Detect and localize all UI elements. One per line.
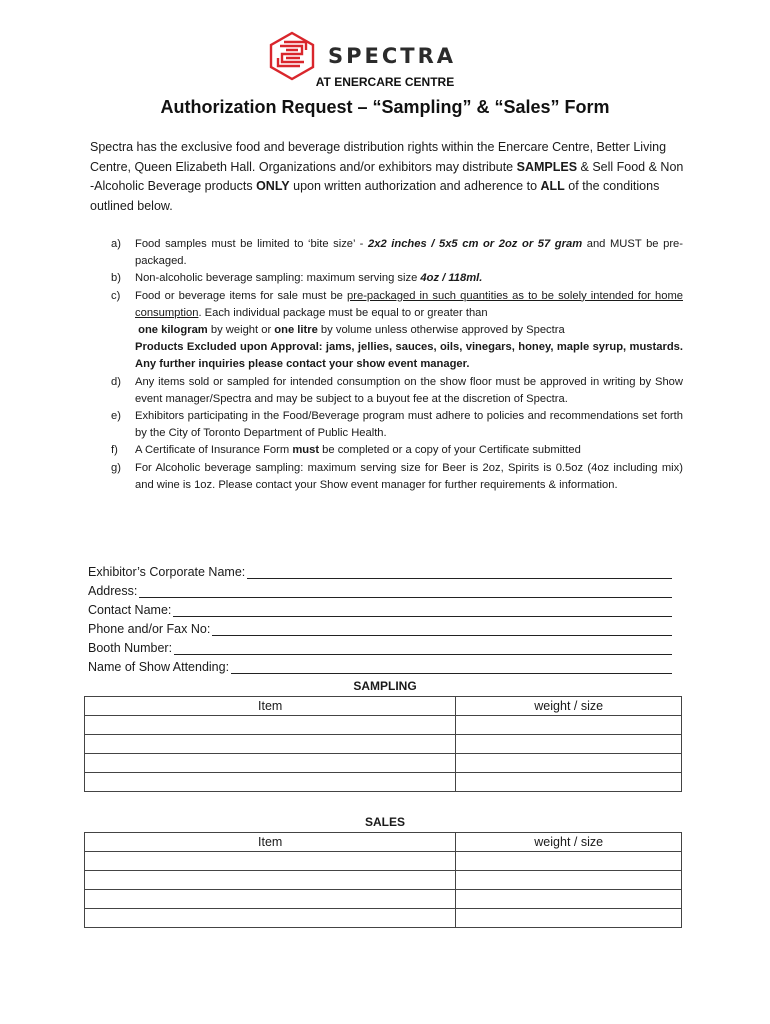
show-attending-row [88, 655, 678, 674]
condition-f: f) A Certificate of Insurance Form must be completed or a copy of your Certificate submitted [111, 444, 581, 457]
sales-item-cell[interactable] [85, 852, 456, 871]
sales-weight-cell[interactable] [456, 871, 682, 890]
exhibitor-fields [88, 560, 678, 674]
booth-number-label: Booth Number: [88, 641, 173, 655]
table-row [85, 716, 682, 735]
intro-paragraph: Spectra has the exclusive food and beverage distribution rights within the Enercare Centre, Better Living Centre, Queen Elizabeth Hall. Organizations and/or exhibitors may distribute SAMPLES & Sell Food & Non -Alcoholic Beverage products ONLY upon written authorization and adherence to ALL of the conditions outlined below. [90, 140, 684, 213]
show-attending-input[interactable] [231, 659, 672, 674]
sampling-weight-cell[interactable] [456, 773, 682, 792]
contact-name-row [88, 598, 678, 617]
sampling-weight-cell[interactable] [456, 735, 682, 754]
table-row [85, 735, 682, 754]
table-row [85, 909, 682, 928]
sampling-item-header: Item [85, 697, 456, 716]
sales-item-cell[interactable] [85, 909, 456, 928]
condition-c: c) Food or beverage items for sale must be pre-packaged in such quantities as to be solely intended for home consumption. Each individual package must be equal to or greater than one kilogram by weight or one litre by volume unless otherwise approved by Spectra Products Excluded upon Approval: jams, jellies, sauces, oils, vinegars, honey, maple syrup, mustards. Any further inquiries please contact your show event manager. [111, 289, 683, 371]
sampling-item-cell[interactable] [85, 716, 456, 735]
sampling-weight-cell[interactable] [456, 716, 682, 735]
sales-weight-cell[interactable] [456, 909, 682, 928]
sales-item-cell[interactable] [85, 871, 456, 890]
venue-subtitle: AT ENERCARE CENTRE [315, 75, 455, 89]
sales-weight-cell[interactable] [456, 852, 682, 871]
booth-number-row [88, 636, 678, 655]
brand-name: SPECTRA [328, 44, 457, 68]
sales-weight-cell[interactable] [456, 890, 682, 909]
phone-fax-row [88, 617, 678, 636]
table-row [85, 773, 682, 792]
corporate-name-input[interactable] [247, 564, 672, 579]
table-row [85, 871, 682, 890]
sales-weight-header: weight / size [456, 833, 682, 852]
condition-g: g) For Alcoholic beverage sampling: maximum serving size for Beer is 2oz, Spirits is 0.5oz (4oz including mix) and wine is 1oz. Please contact your Show event manager for further requirements & information. [111, 461, 683, 491]
table-header-row [85, 833, 682, 852]
sales-item-cell[interactable] [85, 890, 456, 909]
sampling-item-cell[interactable] [85, 754, 456, 773]
address-input[interactable] [139, 583, 672, 598]
phone-fax-label: Phone and/or Fax No: [88, 622, 211, 636]
sales-item-header: Item [85, 833, 456, 852]
page-title: Authorization Request – “Sampling” & “Sales” Form [160, 97, 610, 117]
corporate-name-row [88, 560, 678, 579]
sampling-item-cell[interactable] [85, 735, 456, 754]
table-row [85, 890, 682, 909]
sampling-weight-cell[interactable] [456, 754, 682, 773]
conditions-list [93, 236, 683, 494]
address-row [88, 579, 678, 598]
table-row [85, 754, 682, 773]
address-label: Address: [88, 584, 138, 598]
sampling-table [84, 696, 682, 792]
sampling-item-cell[interactable] [85, 773, 456, 792]
table-header-row [85, 697, 682, 716]
contact-name-label: Contact Name: [88, 603, 172, 617]
contact-name-input[interactable] [173, 602, 672, 617]
show-attending-label: Name of Show Attending: [88, 660, 230, 674]
condition-d: d) Any items sold or sampled for intended consumption on the show floor must be approved in writing by Show event manager/Spectra and may be subject to a buyout fee at the discretion of Spectra. [111, 375, 683, 405]
sampling-weight-header: weight / size [456, 697, 682, 716]
sales-table [84, 832, 682, 928]
condition-b: b) Non-alcoholic beverage sampling: maximum serving size 4oz / 118ml. [111, 272, 483, 285]
corporate-name-label: Exhibitor’s Corporate Name: [88, 565, 246, 579]
condition-e: e) Exhibitors participating in the Food/Beverage program must adhere to policies and recommendations set forth by the City of Toronto Department of Public Health. [111, 410, 683, 440]
sales-caption: SALES [364, 815, 405, 829]
table-row [85, 852, 682, 871]
phone-fax-input[interactable] [212, 621, 672, 636]
sampling-caption: SAMPLING [353, 679, 417, 693]
booth-number-input[interactable] [174, 640, 672, 655]
condition-a: a) Food samples must be limited to ‘bite size’ - 2x2 inches / 5x5 cm or 2oz or 57 gram and MUST be pre-packaged. [111, 238, 683, 268]
